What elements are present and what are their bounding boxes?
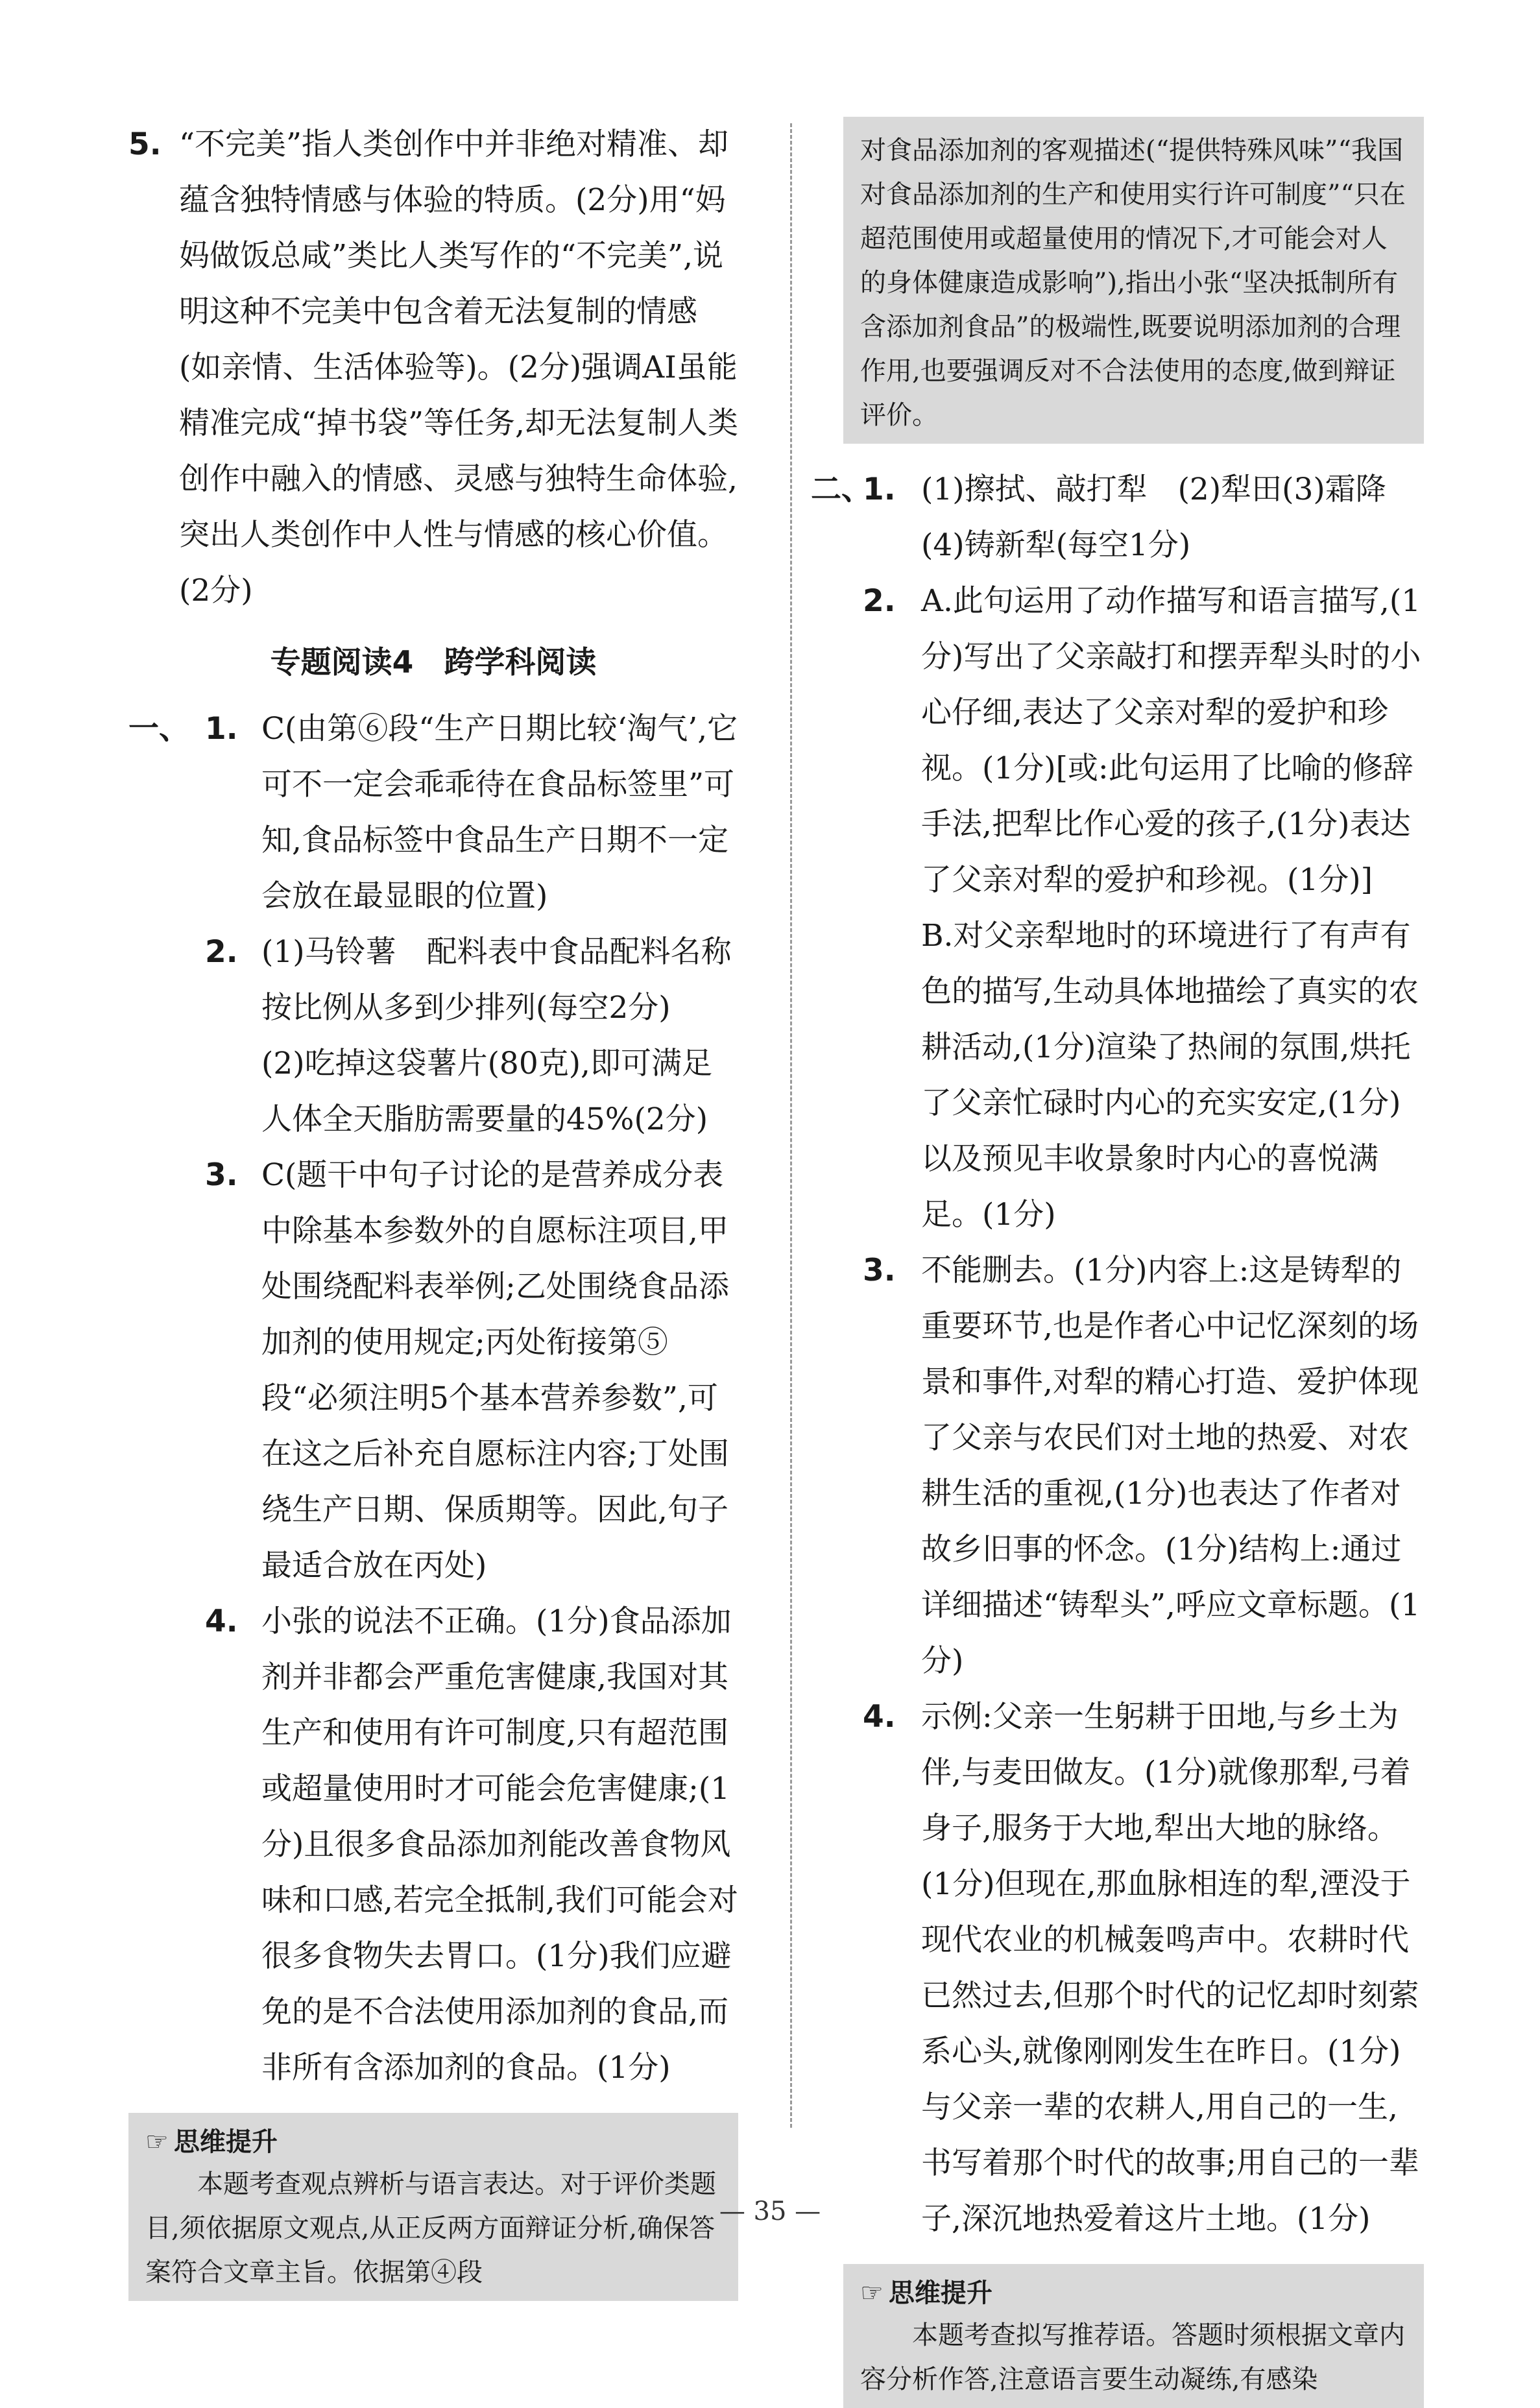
item-text: “不完美”指人类创作中并非绝对精准、却蕴含独特情感与体验的特质。(2分)用“妈妈做饭总咸”类比人类写作的“不完美”,说明这种不完美中包含着无法复制的情感(如亲情、生活体验等)。(2分)强调AI虽能精准完成“掉书袋”等任务,却无法复制人类创作中融入的情感、灵感与独特生命体验,突出人类创作中人性与情感的核心价值。(2分) <box>179 126 738 608</box>
item-text: 不能删去。(1分)内容上:这是铸犁的重要环节,也是作者心中记忆深刻的场景和事件,对犁的精心打造、爱护体现了父亲与农民们对土地的热爱、对农耕生活的重视,(1分)也表达了作者对故乡旧事的怀念。(1分)结构上:通过详细描述“铸犁头”,呼应文章标题。(1分) <box>921 1253 1421 1679</box>
section-one-item-3 <box>128 1148 738 1594</box>
box-title-text: 思维提升 <box>888 2278 993 2308</box>
thinking-box <box>843 2264 1424 2408</box>
item-text-b: B.对父亲犁地时的环境进行了有声有色的描写,生动具体地描绘了真实的农耕活动,(1分)渲染了热闹的氛围,烘托了父亲忙碌时内心的充实安定,(1分)以及预见丰收景象时内心的喜悦满足。(1分) <box>921 918 1419 1233</box>
section-two-item-2 <box>843 573 1424 1243</box>
box-body: 本题考查拟写推荐语。答题时须根据文章内容分析作答,注意语言要生动凝练,有感染 <box>860 2320 1405 2394</box>
answer-item-5 <box>128 117 738 619</box>
section-number: 二、 <box>811 472 872 507</box>
item-text: C(题干中句子讨论的是营养成分表中除基本参数外的自愿标注项目,甲处围绕配料表举例;乙处围绕食品添加剂的使用规定;丙处衔接第⑤段“必须注明5个基本营养参数”,可在这之后补充自愿标注内容;丁处围绕生产日期、保质期等。因此,句子最适合放在丙处) <box>261 1157 729 1583</box>
item-text: 示例:父亲一生躬耕于田地,与乡土为伴,与麦田做友。(1分)就像那犁,弓着身子,服务于大地,犁出大地的脉络。(1分)但现在,那血脉相连的犁,湮没于现代农业的机械轰鸣声中。农耕时代已然过去,但那个时代的记忆却时刻萦系心头,就像刚刚发生在昨日。(1分)与父亲一辈的农耕人,用自己的一生,书写着那个时代的故事;用自己的一辈子,深沉地热爱着这片土地。(1分) <box>921 1699 1419 2237</box>
column-divider <box>790 123 792 2128</box>
thinking-box-continued <box>843 117 1424 444</box>
item-number: 1. <box>863 472 896 507</box>
item-number: 2. <box>863 583 896 619</box>
item-text: (1)擦拭、敲打犁 (2)犁田(3)霜降 (4)铸新犁(每空1分) <box>921 472 1417 563</box>
item-text: (1)马铃薯 配料表中食品配料名称按比例从多到少排列(每空2分) (2)吃掉这袋薯片(80克),即可满足人体全天脂肪需要量的45%(2分) <box>261 934 732 1137</box>
item-number: 3. <box>205 1157 238 1193</box>
page-number: — 35 — <box>719 2197 821 2226</box>
item-text: 小张的说法不正确。(1分)食品添加剂并非都会严重危害健康,我国对其生产和使用有许可制度,只有超范围或超量使用时才可能会危害健康;(1分)且很多食品添加剂能改善食物风味和口感,若完全抵制,我们可能会对很多食物失去胃口。(1分)我们应避免的是不合法使用添加剂的食品,而非所有含添加剂的食品。(1分) <box>261 1604 738 2086</box>
item-number: 5. <box>128 126 162 162</box>
section-two-item-4 <box>843 1689 1424 2247</box>
box-body: 对食品添加剂的客观描述(“提供特殊风味”“我国对食品添加剂的生产和使用实行许可制度”“只在超范围使用或超量使用的情况下,才可能会对人的身体健康造成影响”),指出小张“坚决抵制所有含添加剂食品”的极端性,既要说明添加剂的合理作用,也要强调反对不合法使用的态度,做到辩证评价。 <box>860 136 1406 430</box>
item-number: 2. <box>205 934 238 970</box>
box-title-text: 思维提升 <box>173 2127 278 2157</box>
section-one-item-4 <box>128 1594 738 2096</box>
pointing-hand-icon: ☞ <box>145 2127 169 2157</box>
box-title <box>860 2273 1407 2313</box>
section-heading: 专题阅读4 跨学科阅读 <box>270 645 597 680</box>
pointing-hand-icon: ☞ <box>860 2278 884 2308</box>
section-one-item-2 <box>128 924 738 1148</box>
box-body: 本题考查观点辨析与语言表达。对于评价类题目,须依据原文观点,从正反两方面辩证分析,确保答案符合文章主旨。依据第④段 <box>145 2169 716 2287</box>
item-text: A.此句运用了动作描写和语言描写,(1分)写出了父亲敲打和摆弄犁头时的小心仔细,表达了父亲对犁的爱护和珍视。(1分)[或:此句运用了比喻的修辞手法,把犁比作心爱的孩子,(1分)表达了父亲对犁的爱护和珍视。(1分)] <box>921 583 1421 898</box>
item-number: 4. <box>205 1604 238 1639</box>
item-text: C(由第⑥段“生产日期比较‘淘气’,它可不一定会乖乖待在食品标签里”可知,食品标签中食品生产日期不一定会放在最显眼的位置) <box>261 711 738 914</box>
right-column <box>811 117 1424 2408</box>
section-two-item-3 <box>843 1243 1424 1689</box>
item-number: 4. <box>863 1699 896 1735</box>
left-column <box>128 117 738 2301</box>
section-two-item-1 <box>811 462 1424 573</box>
section-number: 一、 <box>128 711 189 747</box>
item-number: 3. <box>863 1253 896 1288</box>
box-title <box>145 2122 721 2162</box>
item-number: 1. <box>205 711 238 747</box>
section-one-item-1 <box>128 701 738 924</box>
